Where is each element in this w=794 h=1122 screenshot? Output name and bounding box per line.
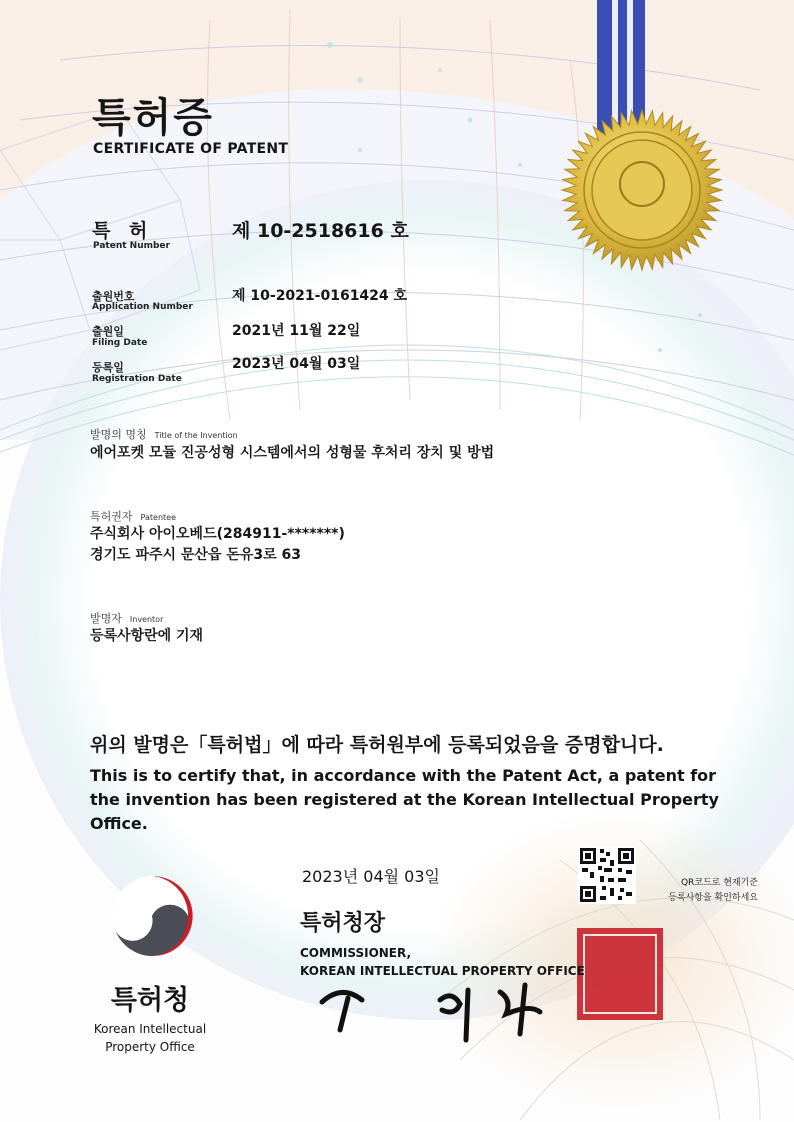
inventor-label-row <box>90 607 163 626</box>
patent-number-label-en: Patent Number <box>93 241 170 251</box>
qr-code[interactable] <box>578 846 636 904</box>
patentee-label: 특허권자 <box>90 510 133 523</box>
invention-title: 에어포켓 모듈 진공성형 시스템에서의 성형물 후처리 장치 및 방법 <box>90 445 495 461</box>
commissioner-title-en-line2: KOREAN INTELLECTUAL PROPERTY OFFICE <box>300 964 585 978</box>
invention-title-label-row <box>90 423 238 442</box>
invention-title-label-en: Title of the Invention <box>154 431 238 440</box>
gold-seal <box>562 110 722 270</box>
registration-date-label-en: Registration Date <box>92 374 182 384</box>
issue-date: 2023년 04월 03일 <box>302 867 440 886</box>
application-number-label-en: Application Number <box>92 302 193 312</box>
patentee-address: 경기도 파주시 문산읍 돈유3로 63 <box>90 547 302 563</box>
patentee-label-en: Patentee <box>140 513 176 522</box>
inventor-value: 등록사항란에 기재 <box>90 628 204 644</box>
kipo-name-en-line1: Korean Intellectual <box>93 1022 207 1036</box>
filing-date-label-en: Filing Date <box>92 338 148 348</box>
certification-text-en: This is to certify that, in accordance with the Patent Act, a patent for the invention has been registered at the Korean Intellectual Property Office. <box>90 766 719 833</box>
registration-date: 2023년 04월 03일 <box>232 356 361 372</box>
qr-note <box>640 876 758 906</box>
application-number-label: 출원번호 <box>92 290 135 303</box>
kipo-logo-icon <box>108 872 196 960</box>
inventor-label: 발명자 <box>90 612 122 625</box>
inventor-label-en: Inventor <box>129 615 164 624</box>
filing-date-label: 출원일 <box>92 325 124 338</box>
certificate-title: 특허증 <box>92 95 214 141</box>
patentee-name: 주식회사 아이오베드(284911-*******) <box>90 526 345 542</box>
qr-note-line2: 등록사항을 확인하세요 <box>668 893 758 903</box>
filing-date: 2021년 11월 22일 <box>232 323 361 339</box>
patent-number: 제 10-2518616 호 <box>232 220 409 242</box>
commissioner-title: 특허청장 <box>300 911 386 936</box>
invention-title-label: 발명의 명칭 <box>90 428 147 441</box>
kipo-name-en-line2: Property Office <box>105 1040 195 1054</box>
certification-text-ko: 위의 발명은「특허법」에 따라 특허원부에 등록되었음을 증명합니다. <box>90 734 664 756</box>
patent-number-label: 특 허 <box>92 220 154 242</box>
registration-date-label: 등록일 <box>92 361 124 374</box>
patentee-label-row <box>90 505 176 524</box>
qr-note-line1: QR코드로 현재기준 <box>680 878 758 888</box>
official-stamp <box>577 928 663 1020</box>
application-number: 제 10-2021-0161424 호 <box>232 288 408 304</box>
certificate-title-en: CERTIFICATE OF PATENT <box>93 141 289 157</box>
kipo-name-ko: 특허청 <box>110 985 190 1016</box>
commissioner-title-en <box>300 944 585 980</box>
commissioner-title-en-line1: COMMISSIONER, <box>300 946 412 960</box>
kipo-name-en <box>80 1020 220 1056</box>
